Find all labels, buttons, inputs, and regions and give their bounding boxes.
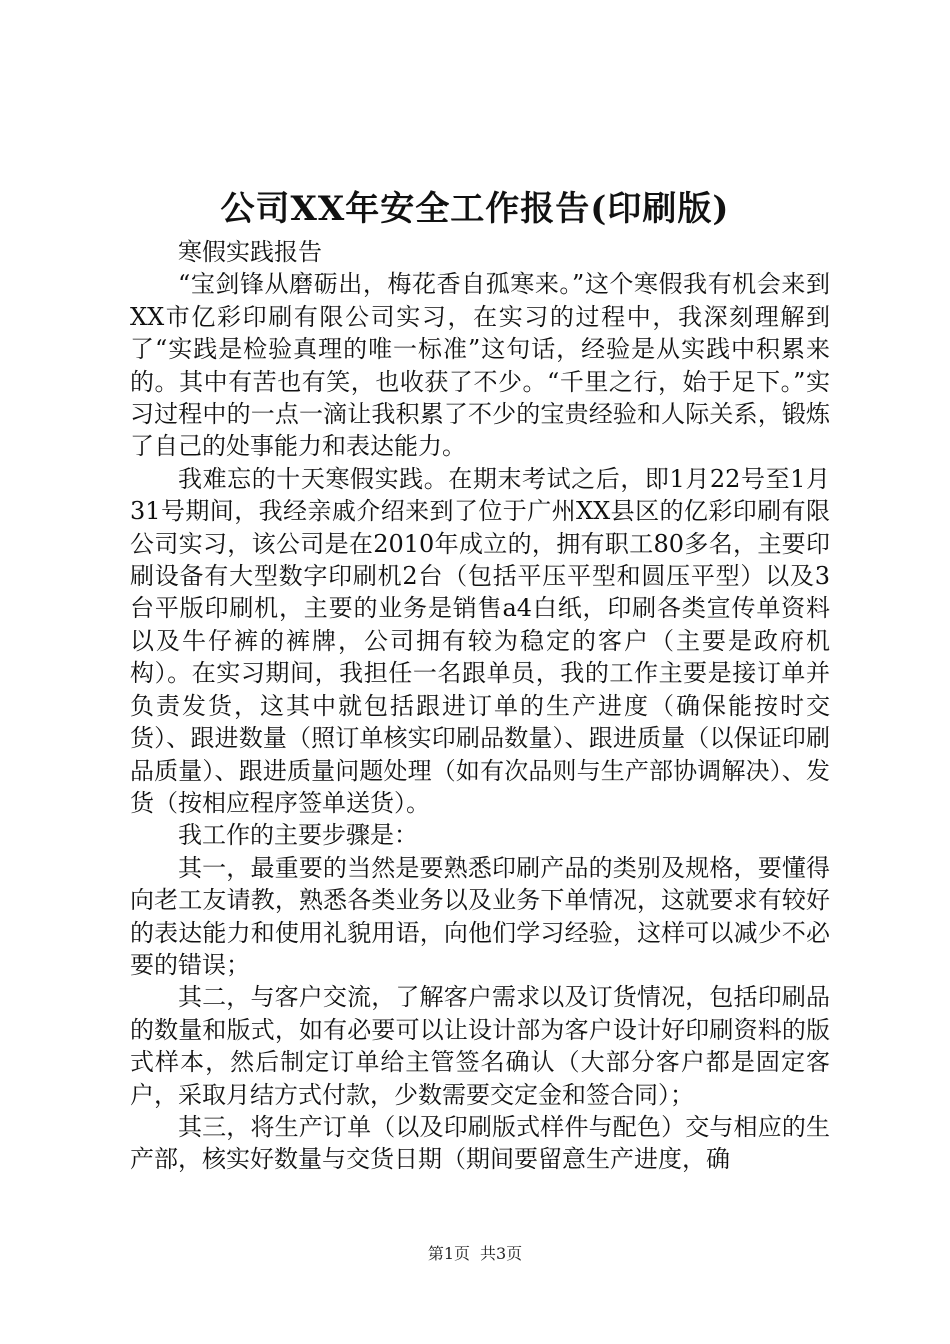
paragraph-step-1: 其一，最重要的当然是要熟悉印刷产品的类别及规格，要懂得向老工友请教，熟悉各类业务以及业务下单情况，这就要求有较好的表达能力和使用礼貌用语，向他们学习经验，这样可以减少不必要的错误； [130,853,830,979]
paragraph-subtitle: 寒假实践报告 [178,238,322,266]
paragraph-intro: “宝剑锋从磨砺出，梅花香自孤寒来。”这个寒假我有机会来到XX市亿彩印刷有限公司实习，在实习的过程中，我深刻理解到了“实践是检验真理的唯一标准”这句话，经验是从实践中积累来的。其中有苦也有笑，也收获了不少。“千里之行，始于足下。”实习过程中的一点一滴让我积累了不少的宝贵经验和人际关系，锻炼了自己的处事能力和表达能力。 [130,270,830,461]
paragraph-steps-heading: 我工作的主要步骤是： [178,821,418,850]
page-total: 共3页 [480,1244,523,1263]
paragraph-step-2: 其二，与客户交流，了解客户需求以及订货情况，包括印刷品的数量和版式，如有必要可以让设计部为客户设计好印刷资料的版式样本，然后制定订单给主管签名确认（大部分客户都是固定客户，采取月结方式付款，少数需要交定金和签合同）； [130,983,830,1109]
paragraph-company: 我难忘的十天寒假实践。在期末考试之后，即1月22号至1月31号期间，我经亲戚介绍来到了位于广州XX县区的亿彩印刷有限公司实习，该公司是在2010年成立的，拥有职工80多名，主要印刷设备有大型数字印刷机2台（包括平压平型和圆压平型）以及3台平版印刷机，主要的业务是销售a4白纸，印刷各类宣传单资料以及牛仔裤的裤牌，公司拥有较为稳定的客户（主要是政府机构）。在实习期间，我担任一名跟单员，我的工作主要是接订单并负责发货，这其中就包括跟进订单的生产进度（确保能按时交货）、跟进数量（照订单核实印刷品数量）、跟进质量（以保证印刷品质量）、跟进质量问题处理（如有次品则与生产部协调解决）、发货（按相应程序签单送货）。 [130,464,830,817]
page-footer [0,1244,950,1264]
document-body [130,236,830,1176]
paragraph-step-3: 其三，将生产订单（以及印刷版式样件与配色）交与相应的生产部，核实好数量与交货日期（期间要留意生产进度，确 [130,1112,830,1174]
document-title: 公司XX年安全工作报告(印刷版) [220,189,730,229]
page-number: 第1页 [427,1244,470,1263]
